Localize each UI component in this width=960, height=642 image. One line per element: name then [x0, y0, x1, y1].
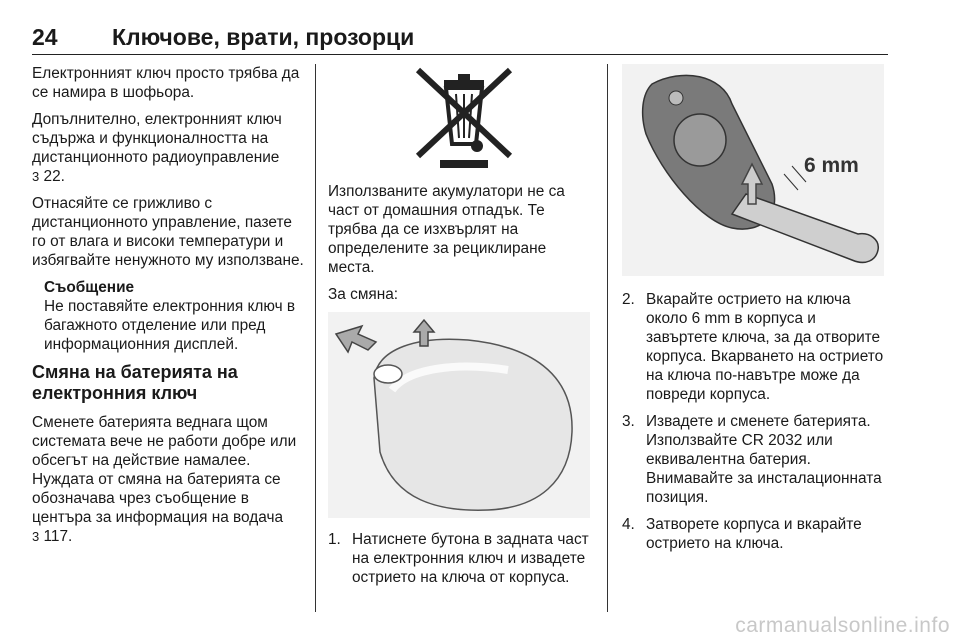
step-2: 2. Вкарайте острието на ключа около 6 mm в корпуса и завъртете ключа, за да отворите корпуса. Вкарването на острието на ключа по-навътре може да повреди корпуса. [622, 291, 884, 403]
column-divider-1 [315, 64, 316, 612]
battery-paragraph: Сменете батерията веднага щом системата вече не работи добре или обсегът на действие намалее. Нуждата от смяна на батерията се обозначава чрез съобщение в центъра за информация на водача 3 117. [32, 414, 297, 545]
column-3 [622, 64, 890, 561]
steps-list-1 [328, 530, 590, 587]
reference-arrow-icon: 3 [32, 169, 40, 184]
step-4: 4. Затворете корпуса и вкарайте острието на ключа. [622, 516, 862, 552]
column-2 [328, 64, 590, 595]
note-text: Не поставяйте електронния ключ в багажното отделение или пред информационния дисплей. [44, 298, 296, 353]
key-open-figure [622, 64, 890, 276]
reference-arrow-icon: 3 [32, 529, 40, 544]
dimension-label: 6 mm [804, 154, 859, 177]
note-title: Съобщение [44, 279, 135, 296]
disposal-paragraph: Използваните акумулатори не са част от домашния отпадък. Те трябва да се изхвърлят на определените за рециклиране места. [328, 183, 565, 276]
page-number: 24 [32, 24, 58, 50]
page-reference: 22. [43, 168, 65, 185]
crossed-bin-icon [404, 64, 524, 170]
steps-list-2 [622, 290, 890, 553]
key-fob-figure [328, 312, 590, 518]
page-reference: 117. [43, 528, 73, 545]
note-box [32, 278, 304, 354]
section-heading: Смяна на батерията на електронния ключ [32, 362, 238, 403]
page-title: Ключове, врати, прозорци [112, 24, 415, 50]
recycle-figure [328, 64, 590, 182]
key-fob-illustration [328, 312, 590, 518]
care-paragraph: Отнасяйте се грижливо с дистанционното управление, пазете го от влага и високи температури и избягвайте ненужното му използване. [32, 195, 304, 269]
column-1 [32, 64, 304, 554]
replace-intro: За смяна: [328, 286, 399, 303]
step-3: 3. Извадете и сменете батерията. Използвайте CR 2032 или еквивалентна батерия. Внимавайте за инсталационната позиция. [622, 413, 882, 506]
page-header [32, 20, 888, 55]
watermark: carmanualsonline.info [735, 614, 950, 637]
column-divider-2 [607, 64, 608, 612]
step-1: 1. Натиснете бутона в задната част на електронния ключ и извадете острието на ключа от корпуса. [328, 531, 589, 586]
intro-paragraph: Електронният ключ просто трябва да се намира в шофьора. [32, 65, 300, 101]
remote-paragraph: Допълнително, електронният ключ съдържа и функционалността на дистанционното радиоуправление 3 22. [32, 111, 282, 185]
